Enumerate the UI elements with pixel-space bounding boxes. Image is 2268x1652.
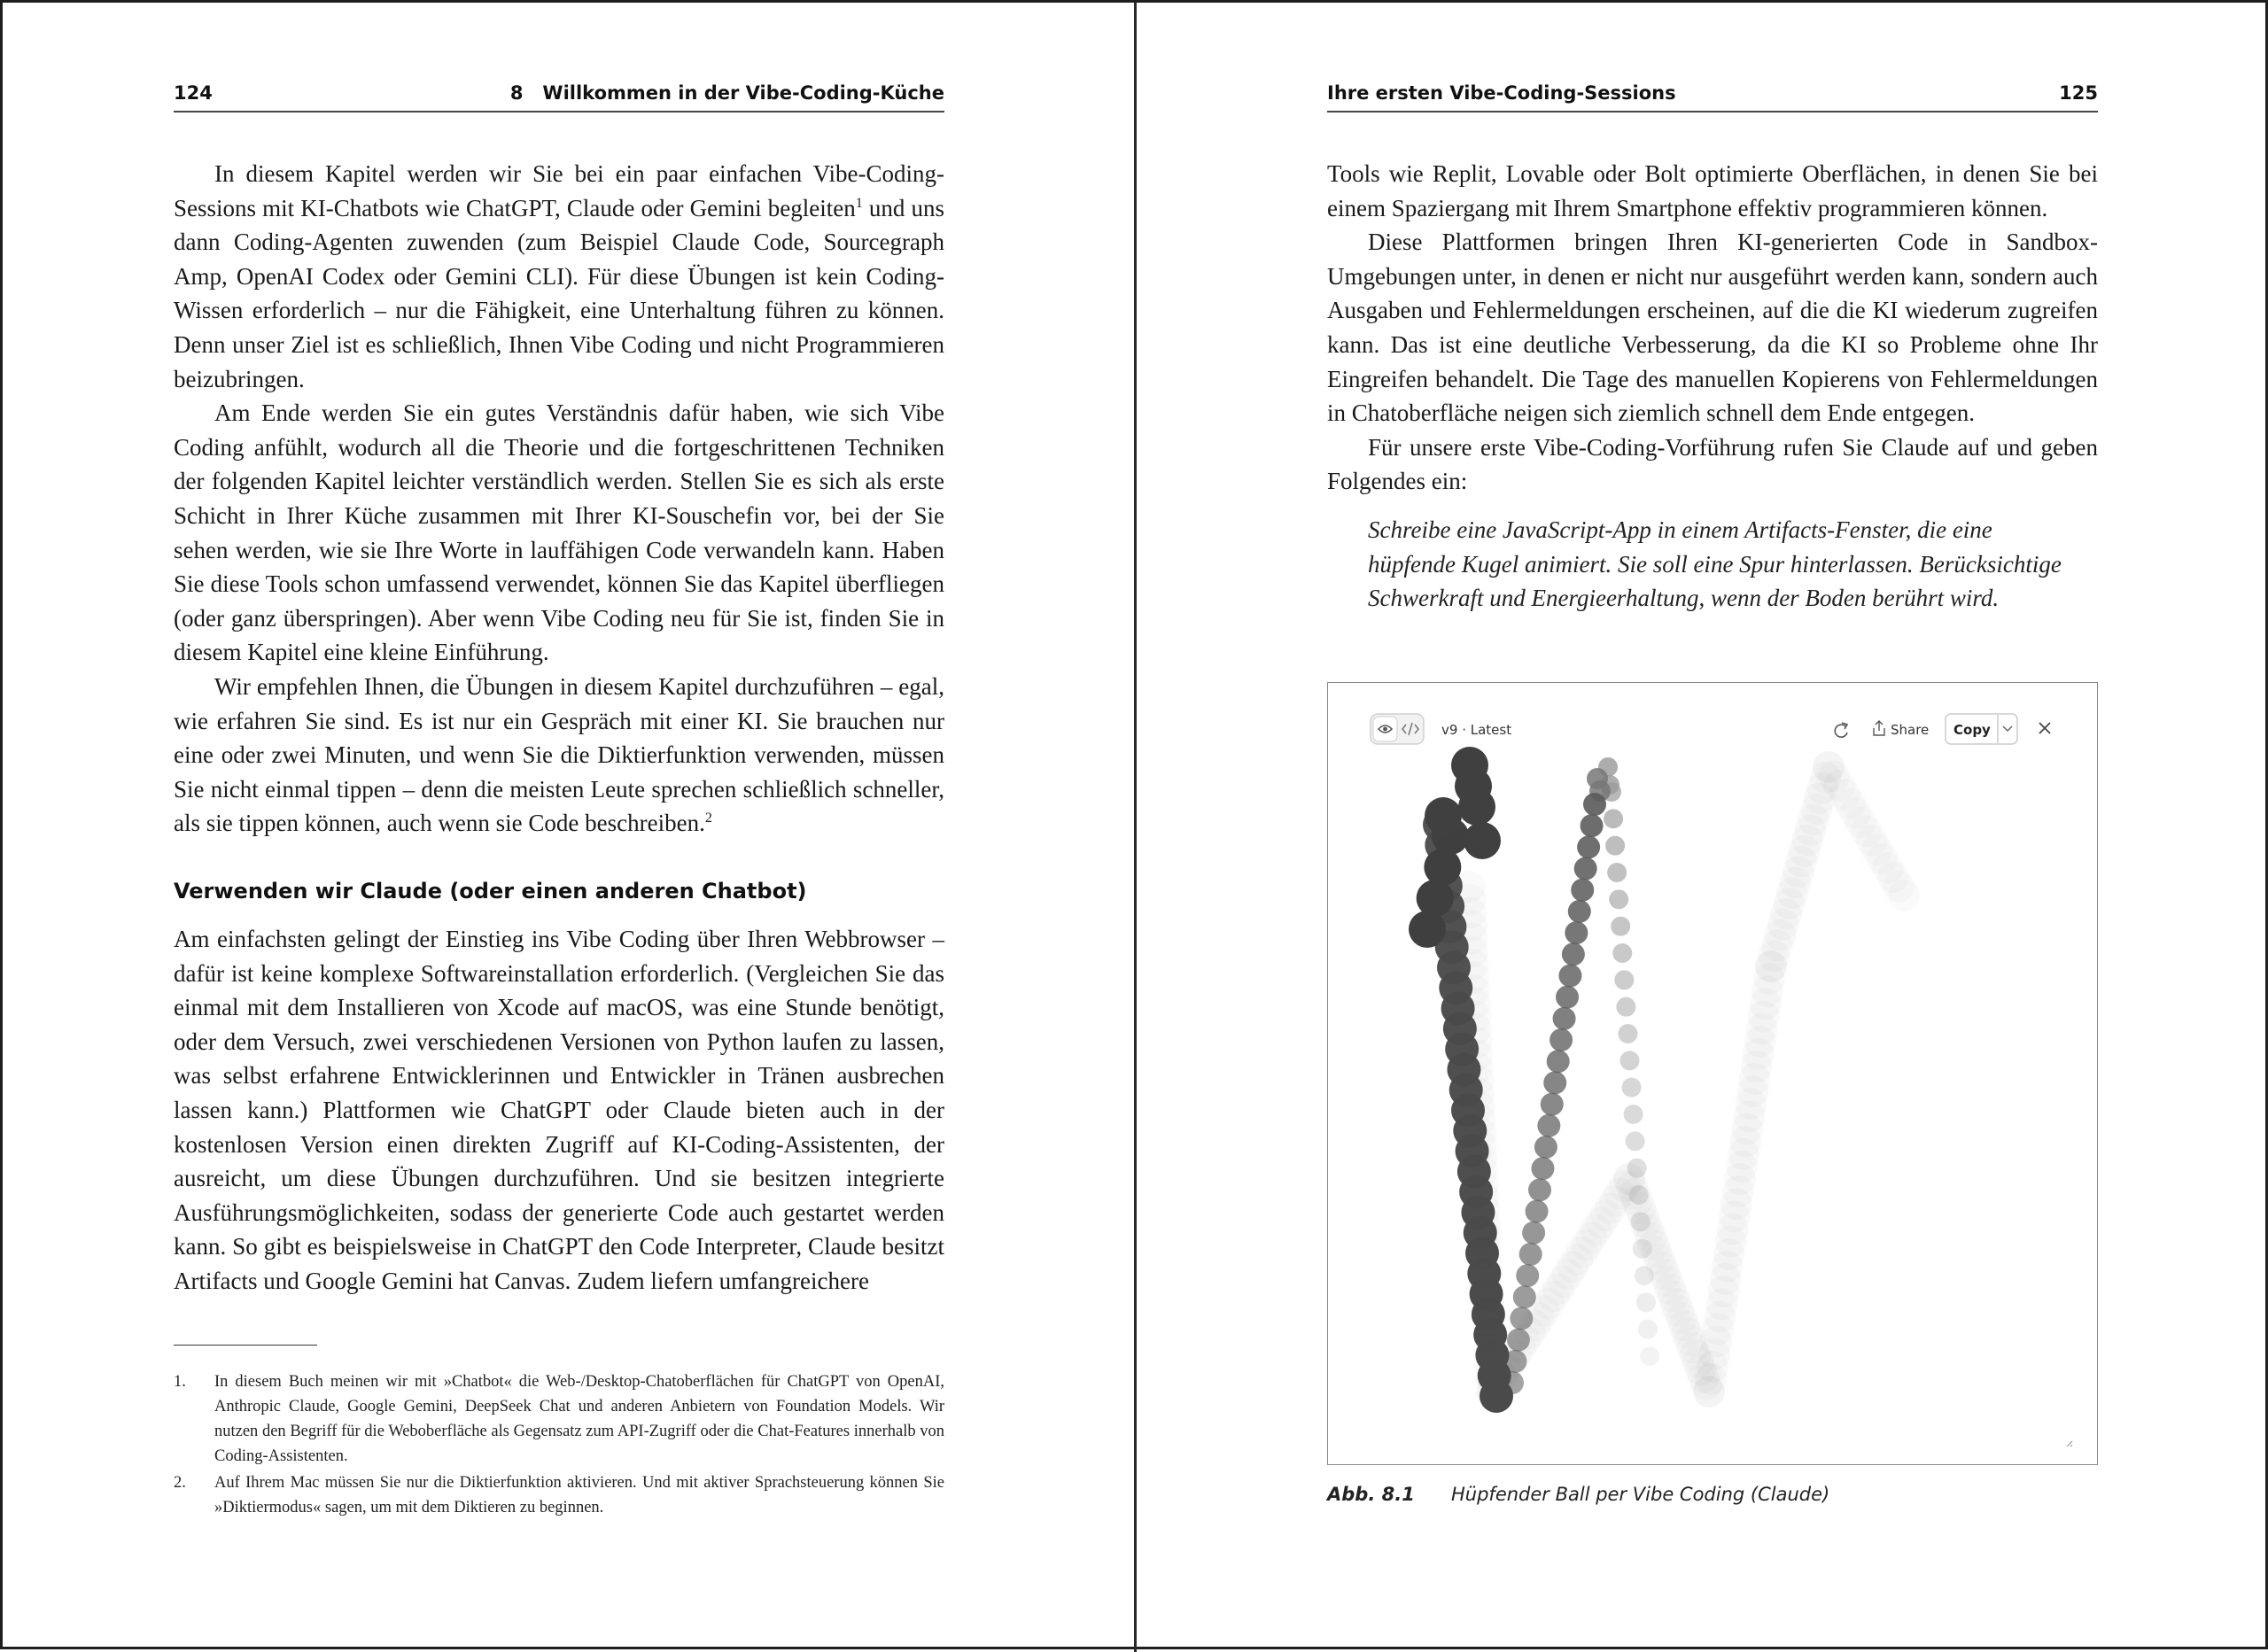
artifact-window <box>1328 683 2096 1463</box>
ball-trail-dot <box>1409 911 1446 948</box>
ball-trail-dot <box>1627 1159 1647 1178</box>
figure-caption <box>1327 1484 1829 1505</box>
ball-trail-dot <box>1609 889 1628 909</box>
ball-trail-dot <box>1558 964 1581 987</box>
ball-trail-dot <box>1640 1346 1659 1366</box>
close-icon[interactable] <box>2039 723 2050 733</box>
ball-trail-dot <box>1577 835 1600 858</box>
resize-handle-icon[interactable] <box>2067 1441 2072 1446</box>
caption-label: Abb. 8.1 <box>1327 1484 1415 1505</box>
ball-trail-dot <box>1510 1307 1533 1330</box>
ball-trail-dot <box>1547 1050 1570 1073</box>
ball-trail-dot <box>1534 1136 1557 1159</box>
ball-trail-dot <box>1458 788 1495 826</box>
share-icon <box>1874 721 1884 735</box>
ball-trail-dot <box>1624 1105 1643 1124</box>
ball-trail-dot <box>1562 942 1585 966</box>
ball-trail-dot <box>1537 1114 1560 1137</box>
ball-trail-dot <box>1635 1266 1654 1285</box>
ball-trail-dot <box>1424 849 1461 886</box>
ball-trail-dot <box>1464 822 1501 859</box>
ball-trail-dot <box>1604 809 1623 828</box>
ball-trail-dot <box>1550 1028 1573 1051</box>
ball-trail-dot <box>1638 1320 1658 1339</box>
copy-label: Copy <box>1953 722 1991 738</box>
ball-trail-dot <box>1612 943 1632 963</box>
paragraph: Diese Plattformen bringen Ihren KI-generierten Code in Sandbox-Umgebungen unter, in denen er nicht nur ausgeführt werden kann, sondern auch Ausgaben und Fehlermeldungen erscheinen, auf die die KI wiederum zugreifen kann. Das ist eine deutliche Verbesserung, da die KI so Probleme ohne Ihr Eingreifen behandelt. Die Tage des manuellen Kopierens von Fehlermeldungen in Chatoberfläche neigen sich ziemlich schnell dem Ende entgegen. <box>1327 229 2098 427</box>
ball-trail-dot <box>1616 997 1635 1017</box>
ball-trail-dot <box>1614 970 1634 989</box>
ball-trail-dot <box>1618 1024 1637 1043</box>
ball-trail-dot <box>1526 1200 1549 1223</box>
section-title: Ihre ersten Vibe-Coding-Sessions <box>1327 82 1676 104</box>
ball-trail-dot <box>1522 1222 1545 1245</box>
paragraph: Am Ende werden Sie ein gutes Verständnis dafür haben, wie sich Vibe Coding anfühlt, wodurch all die Theorie und die fortgeschrittenen Techniken der folgenden Kapitel leichter verständlich werden. Stellen Sie es sich als erste Schicht in Ihrer Küche zusammen mit Ihrer KI-Souschefin vor, bei der Sie sehen werden, wie sie Ihre Worte in lauffähigen Code verwandeln kann. Haben Sie diese Tools schon umfassend verwendet, können Sie das Kapitel überfliegen (oder ganz überspringen). Aber wenn Vibe Coding neu für Sie ist, finden Sie in diesem Kapitel eine kleine Einführung. <box>174 399 944 666</box>
share-label: Share <box>1891 722 1930 738</box>
ball-trail-dot <box>1633 1239 1652 1259</box>
ball-trail-dot <box>1631 1212 1651 1231</box>
ball-trail-dot <box>1556 986 1579 1009</box>
ball-trail-dot <box>1528 1178 1551 1201</box>
prompt-quote: Schreibe eine JavaScript-App in einem Artifacts-Fenster, die eine hüpfende Kugel animiert. Sie soll eine Spur hinterlassen. Berücksichtige Schwerkraft und Energieerhaltung, wenn der Boden berührt wird. <box>1368 516 2062 612</box>
ball-trail-dot <box>1888 880 1920 911</box>
refresh-icon[interactable] <box>1835 723 1847 737</box>
chapter-title: 8 Willkommen in der Vibe-Coding-Küche <box>509 82 944 104</box>
ball-trail-dot <box>1425 797 1462 834</box>
running-header-right <box>1327 79 2098 112</box>
copy-button[interactable] <box>1946 714 2017 744</box>
ball-trail-dot <box>1622 1078 1642 1097</box>
footnotes <box>174 1369 944 1522</box>
ball-trail-dot <box>1626 1131 1645 1151</box>
ball-trail-dot <box>1611 917 1630 936</box>
ball-trail-dot <box>1543 1071 1566 1094</box>
paragraph: Für unsere erste Vibe-Coding-Vorführung rufen Sie Claude auf und geben Folgendes ein: <box>1327 433 2098 495</box>
ball-trail-dot <box>1565 921 1588 944</box>
ball-trail-dot <box>1629 1185 1649 1205</box>
share-button[interactable] <box>1874 721 1929 738</box>
bouncing-ball-trail <box>1409 747 1920 1413</box>
left-page <box>174 3 944 1652</box>
page-number: 124 <box>174 82 213 104</box>
paragraph: Am einfachsten gelingt der Einstieg ins Vibe Coding über Ihren Webbrowser – dafür ist keine komplexe Softwareinstallation erforderlich. (Vergleichen Sie das einmal mit dem Installieren von Xcode auf macOS, was eine Stunde benötigt, oder dem Versuch, zwei verschiedenen Versionen von Python laufen zu lassen, was selbst erfahrene Entwicklerinnen und Entwickler in Tränen ausbrechen lassen kann.) Plattformen wie ChatGPT oder Claude bieten auch in der kostenlosen Version einen direkten Zugriff auf KI-Coding-Assistenten, der ausreicht, um diese Übungen durchzuführen. Und sie besitzen integrierte Ausführungsmöglichkeiten, sodass der generierte Code auch gestartet werden kann. So gibt es beispielsweise in ChatGPT den Code Interpreter, Claude besitzt Artifacts und Google Gemini hat Canvas. Zudem liefern umfangreichere <box>174 926 944 1294</box>
ball-trail-dot <box>1516 1264 1539 1287</box>
ball-trail-dot <box>1583 793 1606 816</box>
section-heading: Verwenden wir Claude (oder einen anderen Chatbot) <box>174 879 807 904</box>
figure-screenshot <box>1327 682 2098 1465</box>
ball-trail-dot <box>1581 814 1604 837</box>
ball-trail-dot <box>1553 1007 1576 1030</box>
ball-trail-dot <box>1574 857 1597 880</box>
section-text <box>174 922 944 1299</box>
ball-trail-dot <box>1417 880 1454 917</box>
paragraph: In diesem Kapitel werden wir Sie bei ein paar einfachen Vibe-Coding-Sessions mit KI-Chatbots wie ChatGPT, Claude oder Gemini begleiten$^1$ und uns dann Coding-Agenten zuwenden (zum Beispiel Claude Code, Sourcegraph Amp, OpenAI Codex oder Gemini CLI). Für diese Übungen ist kein Coding-Wissen erforderlich – nur die Fähigkeit, eine Unterhaltung führen zu können. Denn unser Ziel ist es schließlich, Ihnen Vibe Coding und nicht Programmieren beizubringen. <box>174 160 944 392</box>
right-page <box>1327 3 2098 1652</box>
ball-trail-dot <box>1519 1243 1542 1266</box>
ball-trail-dot <box>1513 1285 1536 1308</box>
ball-trail-dot <box>1541 1093 1564 1116</box>
caption-text: Hüpfender Ball per Vibe Coding (Claude) <box>1451 1484 1830 1505</box>
running-header-left <box>174 79 944 112</box>
ball-trail-dot <box>1607 863 1627 882</box>
footnote: 1. In diesem Buch meinen wir mit »Chatbot« die Web-/Desktop-Chatoberflächen für ChatGPT von OpenAI, Anthropic Claude, Google Gemini, DeepSeek Chat und anderen Anbietern von Foundation Models. Wir nutzen den Begriff für die Weboberfläche als Gegensatz zum API-Zugriff oder die Chat-Features innerhalb von Coding-Assistenten. <box>174 1373 944 1465</box>
intro-text <box>174 157 944 841</box>
ball-trail-dot <box>1507 1329 1530 1352</box>
ball-trail-dot <box>1568 900 1591 923</box>
ball-trail-dot <box>1571 879 1594 902</box>
footnote: 2. Auf Ihrem Mac müssen Sie nur die Diktierfunktion aktivieren. Und mit aktiver Sprachsteuerung können Sie »Diktiermodus« sagen, um mit dem Diktieren zu beginnen. <box>174 1474 944 1516</box>
footnote-ref[interactable]: 2 <box>704 810 712 826</box>
paragraph: Wir empfehlen Ihnen, die Übungen in diesem Kapitel durchzuführen – egal, wie erfahren Sie sind. Es ist nur ein Gespräch mit einer KI. Sie brauchen nur eine oder zwei Minuten, und wenn Sie die Diktierfunktion verwenden, müssen Sie nicht einmal tippen – denn die meisten Leute sprechen schließlich schneller, als sie tippen können, auch wenn sie Code beschreiben.$^2$ <box>174 672 944 837</box>
footnote-rule <box>174 1345 317 1346</box>
ball-trail-dot <box>1531 1157 1554 1180</box>
ball-trail-dot <box>1619 1051 1639 1070</box>
footnote-ref[interactable]: 1 <box>855 195 863 211</box>
version-label: v9 · Latest <box>1441 722 1512 738</box>
ball-trail-dot <box>1605 836 1625 856</box>
page-gutter <box>1134 3 1137 1652</box>
paragraph: Tools wie Replit, Lovable oder Bolt optimierte Oberflächen, in denen Sie bei einem Spaziergang mit Ihrem Smartphone effektiv programmieren können. <box>1327 160 2098 221</box>
ball-trail-dot <box>1636 1292 1656 1312</box>
body-text-right <box>1327 157 2098 499</box>
page-number: 125 <box>2059 82 2098 104</box>
